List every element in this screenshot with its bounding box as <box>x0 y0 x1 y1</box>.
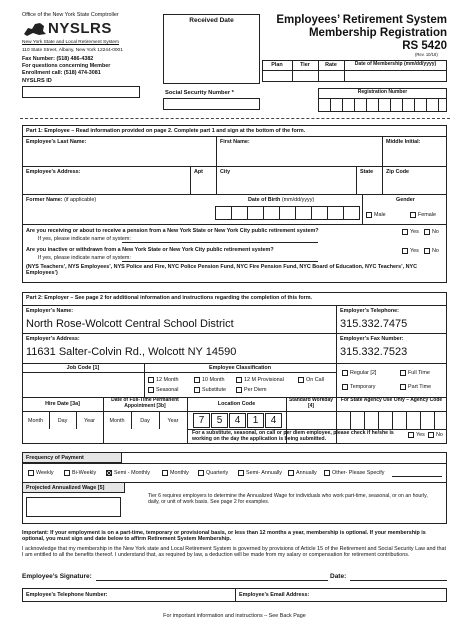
middle-initial-label: Middle Initial: <box>386 139 421 145</box>
freq-biweekly-checkbox[interactable] <box>64 470 70 476</box>
freq-annually-label: Annually <box>296 470 317 476</box>
employer-address-value[interactable]: 11631 Salter-Colvin Rd., Wolcott NY 14590 <box>26 346 237 358</box>
temporary-label: Temporary <box>350 384 376 390</box>
standard-workday-label: Standard Workday [4] <box>288 397 334 409</box>
class-substitute-label: Substitute <box>202 387 226 393</box>
appt-month-label: Month <box>109 418 125 424</box>
employer-fax-label: Employer’s Fax Number: <box>340 336 404 342</box>
state-agency-label: For State Agency Use Only – Agency Code <box>340 397 443 403</box>
systems-list: (NYS Teachers’, NYS Employees’, NYS Police and Fire, NYC Police Pension Fund, NYC Fire Pension Fund, NYC Board of Education, NYC Teachers’, NYC Employees’) <box>26 264 418 277</box>
class-per-diem-checkbox[interactable] <box>236 387 242 393</box>
pension-question: Are you receiving or about to receive a pension from a New York State or New York City public retirement system? <box>26 228 319 234</box>
class-seasonal-checkbox[interactable] <box>148 387 154 393</box>
pension-yes-checkbox[interactable] <box>402 229 408 235</box>
inactive-question: Are you inactive or withdrawn from a New York State or New York City public retirement system? <box>26 247 274 253</box>
freq-other-checkbox[interactable] <box>324 470 330 476</box>
part-time-checkbox[interactable] <box>400 384 406 390</box>
female-checkbox[interactable] <box>410 212 416 218</box>
part2-heading: Part 2: Employer – See page 2 for additional information and instructions regarding the completion of this form. <box>26 295 313 301</box>
class-10-month-checkbox[interactable] <box>194 377 200 383</box>
fax-number: Fax Number: (518) 486-4382 <box>22 56 94 62</box>
class-10-month-label: 10 Month <box>202 377 225 383</box>
check-mark-icon <box>106 470 112 476</box>
freq-monthly-label: Monthly <box>170 470 189 476</box>
class-12m-provisional-label: 12 M Provisional <box>244 377 284 383</box>
appt-year-label: Year <box>167 418 179 424</box>
location-digit-4[interactable]: 1 <box>247 413 264 428</box>
pension-no-checkbox[interactable] <box>424 229 430 235</box>
questions-text: For questions concerning Member <box>22 63 111 69</box>
date-label: Date: <box>330 573 347 580</box>
inactive-yes-checkbox[interactable] <box>402 248 408 254</box>
dob-field[interactable] <box>215 206 360 220</box>
employee-address-label: Employee’s Address: <box>26 169 81 175</box>
regular-label: Regular [2] <box>350 370 377 376</box>
freq-annually-checkbox[interactable] <box>288 470 294 476</box>
nys-map-icon <box>22 20 48 38</box>
registration-number-label: Registration Number <box>357 89 408 95</box>
form-title: Employees’ Retirement System <box>276 14 447 26</box>
location-digit-2[interactable]: 5 <box>211 413 228 428</box>
substitute-no-checkbox[interactable] <box>428 432 434 438</box>
location-digit-3[interactable]: 4 <box>229 413 246 428</box>
appt-day-label: Day <box>140 418 150 424</box>
freq-other-label: Other- Please Specify <box>332 470 385 476</box>
class-substitute-checkbox[interactable] <box>194 387 200 393</box>
date-of-membership-label: Date of Membership (mm/dd/yyyy) <box>354 61 437 67</box>
office-name: Office of the New York State Comptroller <box>22 12 119 18</box>
pension-yes-label: Yes <box>410 229 419 235</box>
date-line[interactable] <box>350 580 447 581</box>
hire-month-label: Month <box>28 418 43 424</box>
employer-phone-value[interactable]: 315.332.7475 <box>340 318 408 330</box>
class-on-call-label: On Call <box>306 377 324 383</box>
rate-label: Rate <box>325 62 337 68</box>
dob-label: Date of Birth (mm/dd/yyyy) <box>248 197 315 203</box>
freq-semimonthly-checkbox[interactable] <box>106 470 112 476</box>
hire-date-label: Hire Date [3a] <box>45 401 80 407</box>
logo-subtitle: New York State and Local Retirement System <box>22 40 120 45</box>
projected-wage-field[interactable] <box>26 497 121 517</box>
class-12m-provisional-checkbox[interactable] <box>236 377 242 383</box>
location-digit-1[interactable]: 7 <box>193 413 210 428</box>
substitute-note: For a substitute, seasonal, on call or per diem employee, please check if he/she is working on the day the application is being submitted. <box>192 430 394 442</box>
substitute-yes-label: Yes <box>416 432 425 438</box>
class-seasonal-label: Seasonal <box>156 387 179 393</box>
signature-label: Employee’s Signature: <box>22 573 92 580</box>
job-code-label: Job Code [1] <box>66 365 100 371</box>
freq-biweekly-label: Bi-Weekly <box>72 470 97 476</box>
freq-quarterly-label: Quarterly <box>206 470 229 476</box>
employer-phone-label: Employer’s Telephone: <box>340 308 399 314</box>
signature-line[interactable] <box>96 580 328 581</box>
plan-label: Plan <box>271 62 283 68</box>
part-time-label: Part Time <box>408 384 432 390</box>
freq-weekly-checkbox[interactable] <box>28 470 34 476</box>
inactive-no-label: No <box>432 248 439 254</box>
logo-text: NYSLRS <box>48 20 112 37</box>
enrollment-phone: Enrollment call: (518) 474-3081 <box>22 70 101 76</box>
hire-year-label: Year <box>84 418 95 424</box>
pension-no-label: No <box>432 229 439 235</box>
freq-semiannually-checkbox[interactable] <box>238 470 244 476</box>
first-name-label: First Name: <box>220 139 250 145</box>
back-page-note: For important information and instructions – See Back Page <box>163 613 306 619</box>
class-per-diem-label: Per Diem <box>244 387 267 393</box>
male-label: Male <box>374 212 386 218</box>
regular-checkbox[interactable] <box>342 370 348 376</box>
class-on-call-checkbox[interactable] <box>298 377 304 383</box>
nyslrs-id-label: NYSLRS ID <box>22 78 52 84</box>
received-date-box <box>163 14 260 84</box>
classification-label: Employee Classification <box>208 365 271 371</box>
inactive-yes-label: Yes <box>410 248 419 254</box>
freq-quarterly-checkbox[interactable] <box>198 470 204 476</box>
state-label: State <box>360 169 374 175</box>
substitute-yes-checkbox[interactable] <box>408 432 414 438</box>
male-checkbox[interactable] <box>366 212 372 218</box>
employee-phone-label: Employee’s Telephone Number: <box>26 592 108 598</box>
ssn-label: Social Security Number * <box>165 90 234 96</box>
apt-label: Apt <box>194 169 203 175</box>
pension-system-label: If yes, please indicate name of system: <box>38 236 131 242</box>
substitute-no-label: No <box>436 432 443 438</box>
received-date-label: Received Date <box>189 17 234 24</box>
freq-semiannually-label: Semi- Annually <box>246 470 282 476</box>
acknowledgement-text: I acknowledge that my membership in the New York state and Local Retirement System is governed by provisions of Article 15 of the Retirement and Social Security Law and that I am entitled to all the benefits thereof. I understand that, as required by law, a deduction will be made from my salary or compensation for retirement contributions. <box>22 546 446 559</box>
full-time-checkbox[interactable] <box>400 370 406 376</box>
important-note: Important: If your employment is on a part-time, temporary or provisional basis, or less than 12 months a year, membership is optional. If your membership is optional, you must sign and date below to affirm Retirement System Membership. <box>22 530 426 543</box>
inactive-system-label: If yes, please indicate name of system: <box>38 255 131 261</box>
full-time-label: Full Time <box>408 370 430 376</box>
class-12-month-label: 12 Month <box>156 377 179 383</box>
location-digit-5[interactable]: 4 <box>265 413 282 428</box>
last-name-label: Employee’s Last Name: <box>26 139 87 145</box>
freq-semimonthly-label: Semi - Monthly <box>114 470 150 476</box>
zip-label: Zip Code <box>386 169 410 175</box>
form-subtitle: Membership Registration <box>308 27 447 39</box>
form-revision: (Rev. 10/18) <box>415 52 438 57</box>
tier-label: Tier <box>300 62 310 68</box>
freq-monthly-checkbox[interactable] <box>162 470 168 476</box>
gender-label: Gender <box>396 197 415 203</box>
temporary-checkbox[interactable] <box>342 384 348 390</box>
nyslrs-id-field[interactable] <box>22 86 140 98</box>
freq-weekly-label: Weekly <box>36 470 54 476</box>
employer-address-label: Employer’s Address: <box>26 336 80 342</box>
frequency-label: Frequency of Payment <box>26 455 84 461</box>
office-address: 110 State Street, Albany, New York 12244-0001 <box>22 48 123 53</box>
location-code-label: Location Code <box>217 401 256 407</box>
class-12-month-checkbox[interactable] <box>148 377 154 383</box>
city-label: City <box>220 169 231 175</box>
tier6-note: Tier 6 requires employers to determine the Annualized Wage for individuals who work part-time, seasonal, or on an hourly, daily, or unit of work basis. See page 2 for examples. <box>148 493 428 505</box>
projected-wage-label: Projected Annualized Wage [5] <box>26 485 105 491</box>
hire-day-label: Day <box>57 418 68 424</box>
part1-heading: Part 1: Employee – Read information provided on page 2. Complete part 1 and sign at the bottom of the form. <box>26 128 306 134</box>
employer-fax-value[interactable]: 315.332.7523 <box>340 346 408 358</box>
employee-email-label: Employee’s Email Address: <box>239 592 310 598</box>
former-name-label: Former Name: (if applicable) <box>26 197 97 203</box>
employer-name-label: Employer’s Name: <box>26 308 74 314</box>
employer-name-value[interactable]: North Rose-Wolcott Central School District <box>26 318 234 330</box>
form-number: RS 5420 <box>402 40 447 52</box>
ssn-field[interactable] <box>163 98 260 110</box>
female-label: Female <box>418 212 436 218</box>
inactive-no-checkbox[interactable] <box>424 248 430 254</box>
appointment-date-label: Date of Full-Time Permanent Appointment [3b] <box>111 397 179 409</box>
